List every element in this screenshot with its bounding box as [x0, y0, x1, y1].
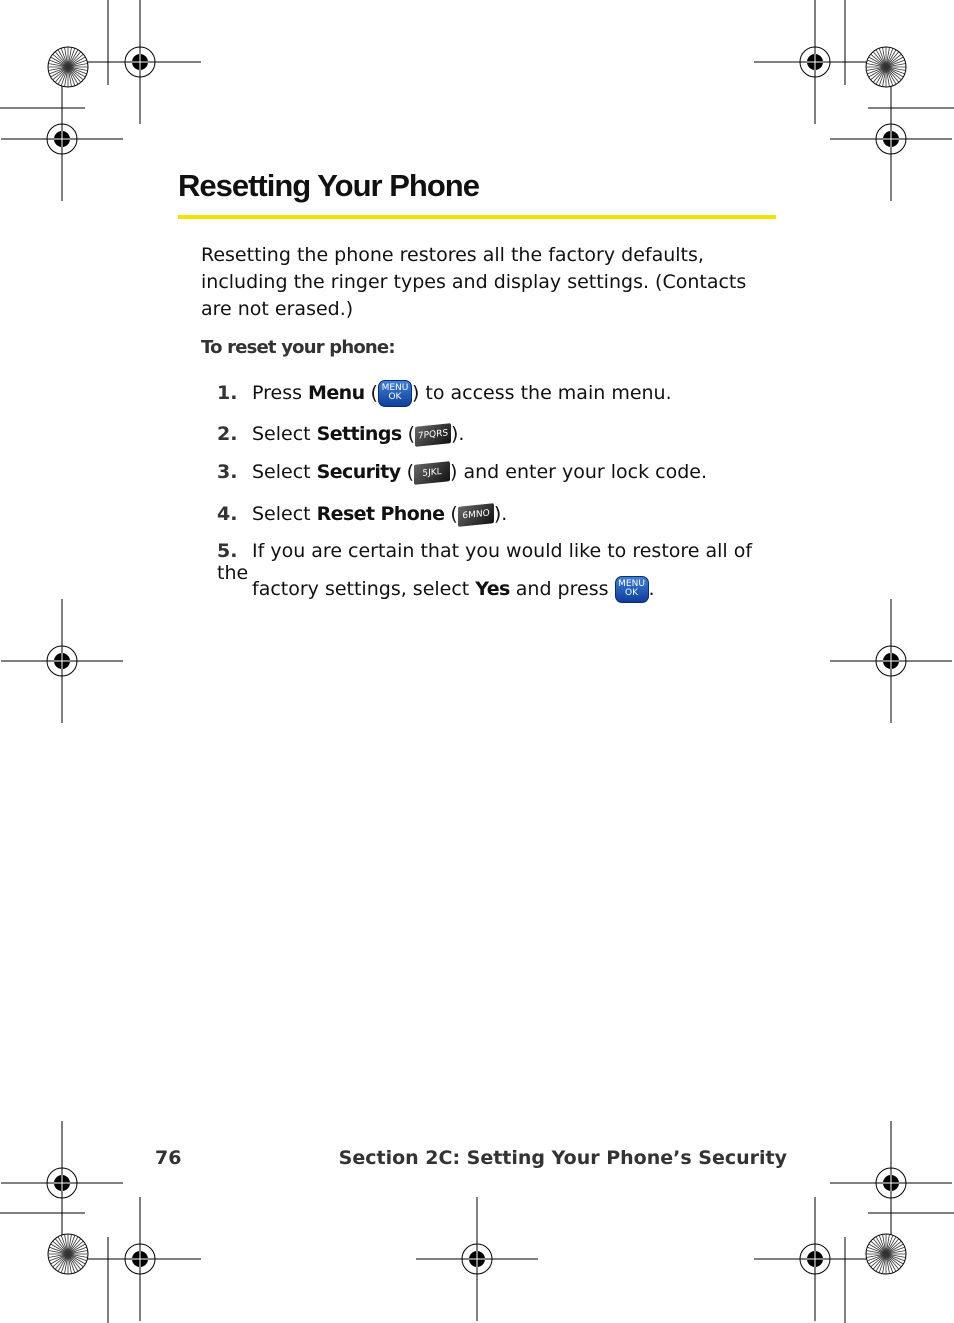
step-text: ). — [493, 503, 508, 525]
crosshair-mark — [1, 77, 123, 201]
menu-label: Menu — [308, 382, 365, 404]
step-text: factory settings, select — [252, 578, 476, 600]
step-text: ). — [451, 423, 465, 445]
step-text: Press — [252, 382, 309, 404]
step-text: Select — [252, 461, 317, 483]
starburst-mark — [48, 47, 88, 87]
step-3: 3. Select Security ( 5JKL ) and enter your lock code. — [217, 461, 708, 483]
step-number: 4. — [217, 503, 238, 525]
step-1: 1. Press Menu ( MENU OK ) to access the main menu. — [217, 380, 787, 407]
step-2: 2. Select Settings ( 7PQRS ). — [217, 423, 465, 445]
step-number: 2. — [217, 423, 238, 445]
crosshair-mark — [754, 0, 876, 124]
step-number: 1. — [217, 382, 238, 404]
intro-paragraph: Resetting the phone restores all the factory defaults, including the ringer types and display settings. (Contacts are not erased.) — [201, 244, 747, 320]
crosshair-mark — [1, 599, 123, 723]
step-text: and press — [509, 578, 615, 600]
page-title: Resetting Your Phone — [178, 168, 479, 203]
procedure-heading: To reset your phone: — [201, 337, 395, 358]
step-5-continued — [252, 576, 655, 603]
step-text: ) to access the main menu. — [411, 382, 672, 404]
starburst-mark — [866, 1234, 906, 1274]
starburst-mark — [866, 47, 906, 87]
starburst-mark — [48, 1234, 88, 1274]
crosshair-mark — [830, 1121, 952, 1245]
reset-phone-label: Reset Phone — [316, 503, 445, 525]
title-underline — [178, 215, 776, 219]
step-number: 5. — [217, 540, 238, 562]
step-text: Select — [252, 423, 317, 445]
crosshair-mark — [79, 1197, 201, 1321]
key-7-icon: 7PQRS — [415, 423, 451, 447]
yes-label: Yes — [475, 578, 510, 600]
settings-label: Settings — [316, 423, 402, 445]
menu-ok-key-icon: MENU OK — [378, 380, 412, 407]
step-number: 3. — [217, 461, 238, 483]
crosshair-mark — [79, 0, 201, 124]
security-label: Security — [316, 461, 401, 483]
step-text: If you are certain that you would like to restore all of the — [217, 540, 753, 584]
crosshair-mark — [830, 77, 952, 201]
menu-ok-key-icon: MENU OK — [615, 576, 649, 603]
crosshair-mark — [830, 599, 952, 723]
crosshair-mark — [754, 1197, 876, 1321]
page-number: 76 — [155, 1147, 182, 1169]
step-4: 4. Select Reset Phone ( 6MNO ). — [217, 503, 508, 525]
step-text: . — [648, 578, 655, 600]
key-6-icon: 6MNO — [458, 503, 494, 527]
step-text: ) and enter your lock code. — [450, 461, 708, 483]
section-footer: Section 2C: Setting Your Phone’s Security — [338, 1147, 787, 1169]
crosshair-mark — [416, 1197, 538, 1321]
crosshair-mark — [1, 1121, 123, 1245]
key-5-icon: 5JKL — [414, 461, 450, 485]
step-text: Select — [252, 503, 317, 525]
